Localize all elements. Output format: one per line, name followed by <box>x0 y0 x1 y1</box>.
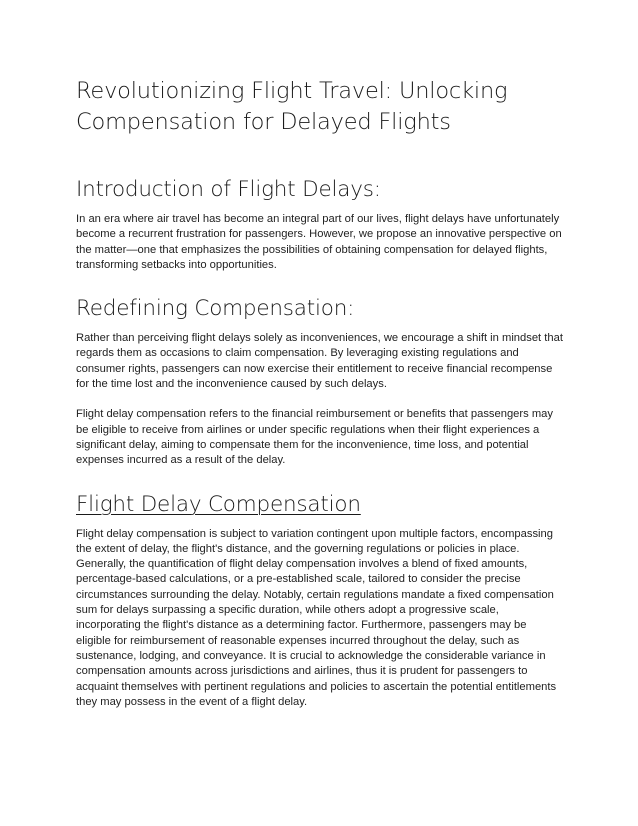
document-title: Revolutionizing Flight Travel: Unlocking Compensation for Delayed Flights <box>76 78 508 135</box>
section-redefining-compensation <box>76 295 564 468</box>
paragraph: Flight delay compensation refers to the financial reimbursement or benefits that passengers may be eligible to receive from airlines or under specific regulations when their flight experiences a significant delay, aiming to compensate them for the inconvenience, time loss, and potential expenses incurred as a result of the delay. <box>76 408 553 467</box>
section-heading-redefining-compensation: Redefining Compensation: <box>76 296 355 322</box>
paragraph: Flight delay compensation is subject to variation contingent upon multiple factors, encompassing the extent of delay, the flight's distance, and the governing regulations or policies in place. Generally, the quantification of flight delay compensation involves a blend of fixed amounts, percentage-based calculations, or a pre-established scale, tailored to consider the precise circumstances surrounding the delay. Notably, certain regulations mandate a fixed compensation sum for delays surpassing a specific duration, while others adopt a progressive scale, incorporating the flight's distance as a determining factor. Furthermore, passengers may be eligible for reimbursement of reasonable expenses incurred throughout the delay, such as sustenance, lodging, and conveyance. It is crucial to acknowledge the considerable variance in compensation amounts across jurisdictions and airlines, thus it is prudent for passengers to acquaint themselves with pertinent regulations and policies to ascertain the potential entitlements they may possess in the event of a flight delay. <box>76 527 557 708</box>
section-heading-flight-delay-compensation: Flight Delay Compensation <box>76 491 361 517</box>
section-introduction <box>76 176 564 273</box>
paragraph: In an era where air travel has become an integral part of our lives, flight delays have unfortunately become a recurrent frustration for passengers. However, we propose an innovative perspective on the matter—one that emphasizes the possibilities of obtaining compensation for delayed flights, transforming setbacks into opportunities. <box>76 213 562 271</box>
section-flight-delay-compensation <box>76 491 564 711</box>
paragraph: Rather than perceiving flight delays solely as inconveniences, we encourage a shift in mindset that regards them as occasions to claim compensation. By leveraging existing regulations and consumer rights, passengers can now exercise their entitlement to receive financial recompense for the time lost and the inconvenience caused by such delays. <box>76 332 563 391</box>
section-heading-introduction: Introduction of Flight Delays: <box>76 177 381 202</box>
